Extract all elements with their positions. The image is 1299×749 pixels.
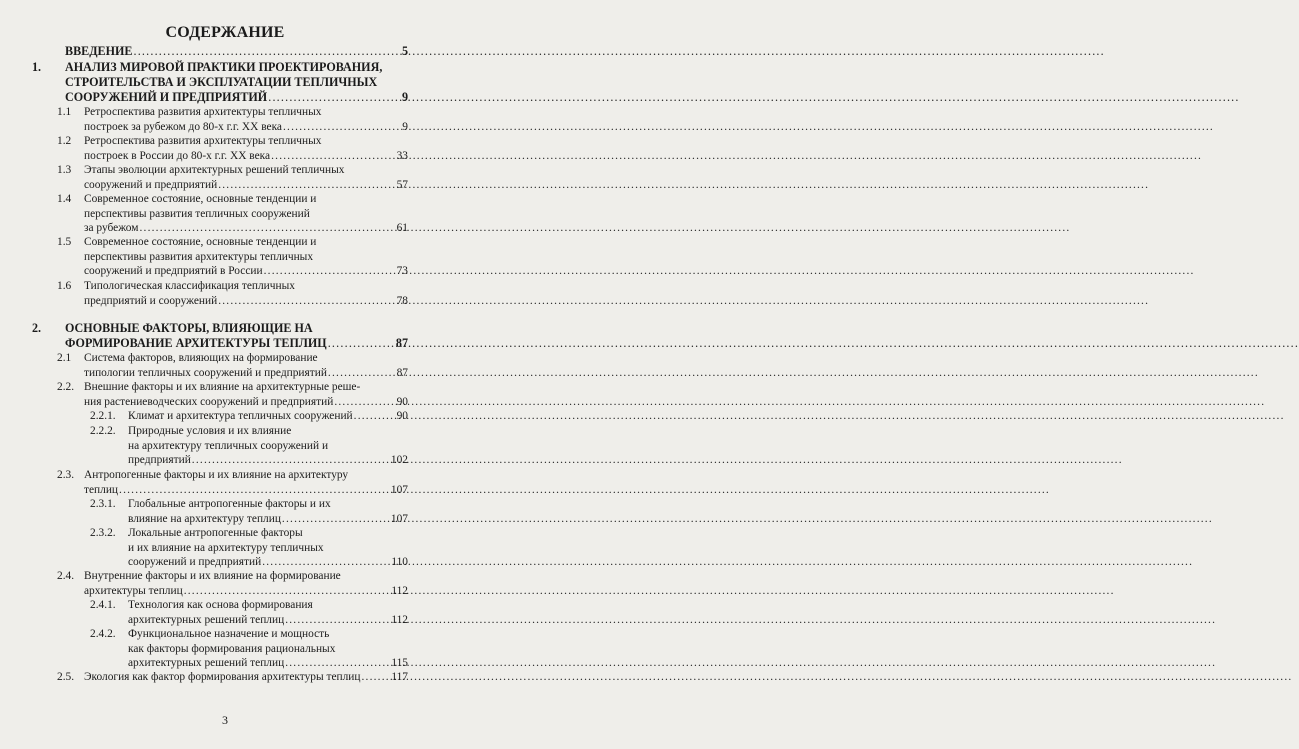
dot-leader (334, 395, 1265, 410)
dot-leader (283, 120, 1214, 135)
toc-entry-page: 117 (391, 671, 408, 683)
toc-entry-line: архитектурных решений теплиц ..... (128, 613, 415, 628)
toc-entry-number: 2.3. (57, 469, 75, 481)
dot-leader (184, 584, 1115, 599)
toc-entry-line: Локальные антропогенные факторы (128, 527, 303, 539)
toc-entry-page: 73 (396, 265, 408, 278)
toc-entry-title (84, 134, 415, 163)
toc-entry-line: Современное состояние, основные тенденции и (84, 236, 317, 248)
toc-entry-line: Антропогенные факторы и их влияние на архитектуру (84, 469, 349, 481)
toc-entry-page: 78 (396, 294, 408, 307)
dot-leader (285, 613, 1216, 628)
toc-entry-line: АНАЛИЗ МИРОВОЙ ПРАКТИКИ ПРОЕКТИРОВАНИЯ, (65, 60, 383, 74)
toc-entry-line: перспективы развития тепличных сооружений (84, 207, 310, 220)
dot-leader (139, 221, 1070, 236)
toc-entry-line: сооружений и предприятий ..... (128, 555, 415, 570)
toc-entry-title (84, 380, 415, 409)
dot-leader (218, 294, 1149, 309)
toc-entry-title (65, 321, 415, 351)
toc-entry-page: 5 (401, 44, 408, 58)
toc-entry-title (128, 526, 415, 570)
toc-entry-line: Ретроспектива развития архитектуры тепличных (84, 106, 322, 118)
toc-entry-page: 112 (391, 584, 408, 597)
toc-entry-title (84, 235, 415, 279)
toc-entry-title (84, 468, 415, 497)
toc-entry-line: Технология как основа формирования (128, 599, 313, 611)
toc-entry-line: типологии тепличных сооружений и предприятий ..... (84, 366, 415, 381)
toc-entry-number: 2.4.2. (90, 628, 116, 640)
toc-entry-title (84, 192, 415, 236)
toc-entry-line: построек за рубежом до 80-х г.г. XX века ..... (84, 120, 415, 135)
toc-entry-title (128, 409, 415, 424)
toc-entry-line: Типологическая классификация тепличных (84, 280, 295, 292)
toc-entry-line: ния растениеводческих сооружений и предприятий ..... (84, 395, 415, 410)
toc-entry-page: 107 (390, 512, 408, 525)
toc-entry-line: ВВЕДЕНИЕ ..... (65, 44, 415, 59)
toc-entry-line: как факторы формирования рациональных (128, 642, 336, 655)
toc-entry-line: сооружений и предприятий в России ..... (84, 264, 415, 279)
toc-entry-line: ФОРМИРОВАНИЕ АРХИТЕКТУРЫ ТЕПЛИЦ ..... (65, 336, 415, 351)
toc-entry-title (128, 627, 415, 671)
toc-entry-page: 107 (390, 483, 408, 496)
toc-entry-line: Природные условия и их влияние (128, 425, 292, 437)
toc-entry-line: предприятий и сооружений ..... (84, 294, 415, 309)
toc-entry-title (84, 163, 415, 192)
toc-entry-line: Глобальные антропогенные факторы и их (128, 498, 331, 510)
toc-entry-number: 2.4. (57, 570, 75, 582)
toc-entry-line: влияние на архитектуру теплиц ..... (128, 512, 415, 527)
toc-entry-number: 2.1 (57, 352, 72, 364)
toc-entry-line: Внутренние факторы и их влияние на формирование (84, 570, 341, 582)
toc-entry-number: 1.6 (57, 280, 72, 292)
toc-entry-page: 61 (396, 222, 408, 235)
toc-entry-number: 1.3 (57, 164, 72, 176)
toc-entry-line: на архитектуру тепличных сооружений и (128, 439, 329, 452)
dot-leader (271, 149, 1202, 164)
toc-entry-page: 87 (396, 366, 408, 379)
toc-entry-line: Система факторов, влияющих на формирование (84, 352, 318, 364)
toc-entry-line: Экология как фактор формирования архитектуры теплиц ..... (84, 670, 415, 685)
dot-leader (192, 453, 1123, 468)
toc-entry-title (84, 351, 415, 380)
dot-leader (328, 336, 1299, 351)
toc-entry-line: Внешние факторы и их влияние на архитектурные реше- (84, 381, 361, 393)
toc-entry-line: предприятий ..... (128, 453, 415, 468)
toc-entry-line: Ретроспектива развития архитектуры тепличных (84, 135, 322, 147)
toc-entry-title (84, 279, 415, 308)
dot-leader (268, 90, 1239, 105)
toc-entry-title (84, 569, 415, 598)
toc-entry-page: 9 (402, 120, 408, 133)
toc-entry-line: ОСНОВНЫЕ ФАКТОРЫ, ВЛИЯЮЩИЕ НА (65, 321, 313, 335)
dot-leader (361, 670, 1292, 685)
toc-entry-title (84, 670, 415, 685)
dot-leader (133, 44, 1104, 59)
toc-entry-line: теплиц ..... (84, 483, 415, 498)
toc-entry-number: 2.2.2. (90, 425, 116, 437)
toc-page (0, 0, 450, 749)
toc-entry-number: 1.2 (57, 135, 72, 147)
toc-entry-number: 2.3.2. (90, 527, 116, 539)
toc-entry-line: архитектурных решений теплиц ..... (128, 656, 415, 671)
toc-entry-title (84, 105, 415, 134)
toc-entry-title (128, 424, 415, 468)
toc-entry-page: 110 (391, 556, 408, 569)
dot-leader (119, 483, 1050, 498)
toc-entry-line: и их влияние на архитектуру тепличных (128, 541, 324, 554)
toc-entry-page: 102 (390, 454, 408, 467)
toc-entry-page: 90 (396, 395, 408, 408)
toc-entry-title (65, 60, 415, 106)
toc-entry-line: СООРУЖЕНИЙ И ПРЕДПРИЯТИЙ ..... (65, 90, 415, 105)
toc-entry-page: 112 (391, 613, 408, 626)
toc-entry-page: 115 (391, 657, 408, 670)
toc-entry-line: за рубежом ..... (84, 221, 415, 236)
toc-entry-line: Функциональное назначение и мощность (128, 628, 330, 640)
toc-entry-line: построек в России до 80-х г.г. XX века ..... (84, 149, 415, 164)
toc-entry-line: Этапы эволюции архитектурных решений тепличных (84, 164, 345, 176)
toc-entry-number: 1.1 (57, 106, 72, 118)
page-title: СОДЕРЖАНИЕ (165, 24, 285, 41)
toc-entry-number: 2.5. (57, 671, 75, 683)
toc-entry-title (128, 497, 415, 526)
toc-entry-number: 1. (32, 60, 42, 74)
toc-entry-title (65, 44, 415, 59)
toc-entry-line: сооружений и предприятий ..... (84, 178, 415, 193)
toc-entry-number: 1.4 (57, 193, 72, 205)
toc-entry-line: Климат и архитектура тепличных сооружений ..... (128, 409, 415, 424)
dot-leader (328, 366, 1259, 381)
toc-entry-line: архитектуры теплиц ..... (84, 584, 415, 599)
dot-leader (354, 409, 1285, 424)
toc-entry-number: 2.2. (57, 381, 75, 393)
toc-entry-page: 9 (401, 90, 408, 105)
toc-entry-page: 33 (396, 149, 408, 162)
toc-entry-line: СТРОИТЕЛЬСТВА И ЭКСПЛУАТАЦИИ ТЕПЛИЧНЫХ (65, 75, 378, 90)
toc-entry-page: 57 (396, 178, 408, 191)
toc-entry-number: 2.3.1. (90, 498, 116, 510)
toc-entry-title (128, 598, 415, 627)
toc-entry-number: 1.5 (57, 236, 72, 248)
toc-entry-number: 2.2.1. (90, 410, 116, 422)
page-number: 3 (222, 713, 228, 727)
toc-entry-number: 2.4.1. (90, 599, 116, 611)
toc-entry-number: 2. (32, 321, 42, 335)
dot-leader (282, 512, 1213, 527)
toc-entry-line: Современное состояние, основные тенденции и (84, 193, 317, 205)
toc-entry-page: 90 (396, 410, 408, 422)
dot-leader (218, 178, 1149, 193)
toc-entry-line: перспективы развития архитектуры тепличных (84, 250, 314, 263)
toc-entry-page: 87 (395, 336, 408, 351)
dot-leader (285, 656, 1216, 671)
